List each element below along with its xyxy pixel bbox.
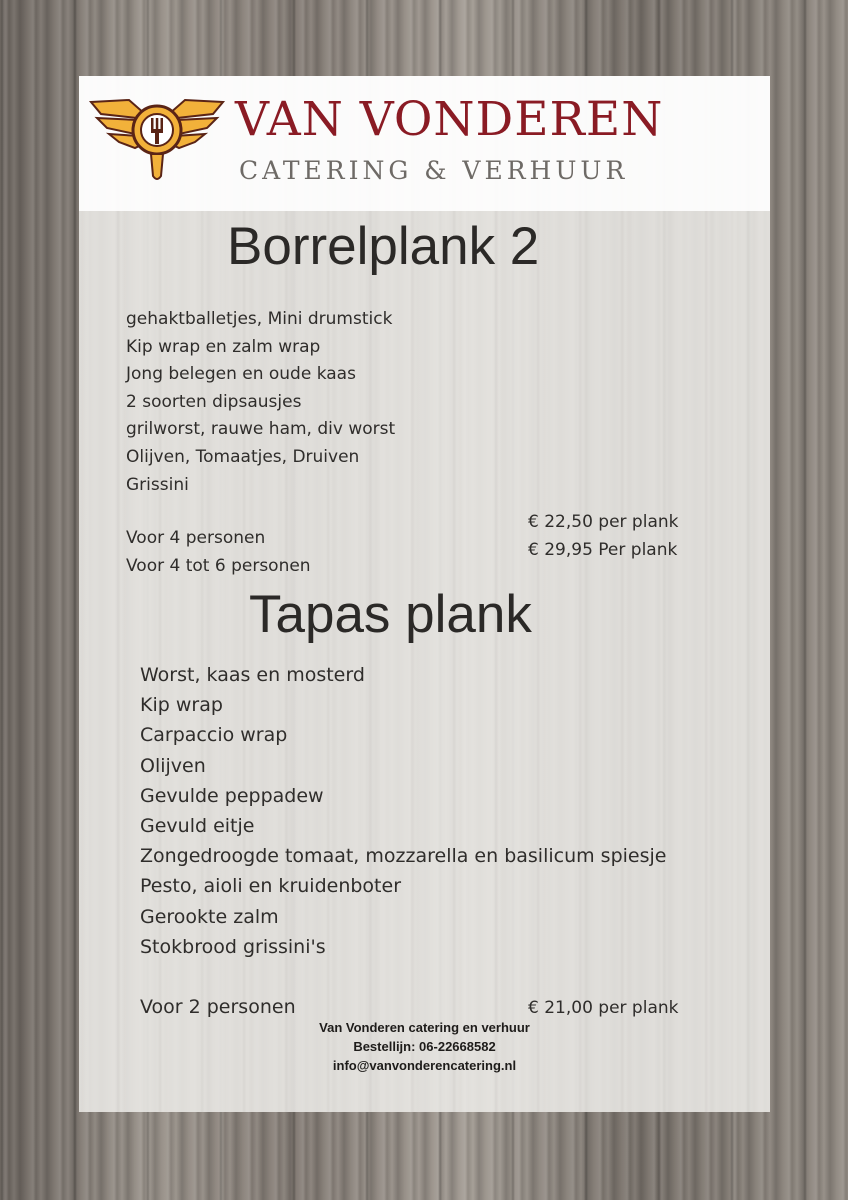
borrelplank-option2-people: Voor 4 tot 6 personen (126, 556, 311, 576)
borrelplank-option1-price: € 22,50 per plank (528, 512, 679, 532)
borrelplank-option1-people: Voor 4 personen (126, 528, 266, 548)
list-item: Worst, kaas en mosterd (140, 664, 365, 686)
winged-fork-icon (87, 84, 227, 189)
brand-subtitle: CATERING & VERHUUR (239, 156, 629, 185)
list-item: Gevuld eitje (140, 814, 255, 837)
list-item: Olijven (140, 754, 206, 777)
footer-company: Van Vonderen catering en verhuur (319, 1020, 530, 1035)
tapas-option-people: Voor 2 personen (140, 996, 296, 1018)
list-item: Carpaccio wrap (140, 724, 288, 747)
tapas-option-price: € 21,00 per plank (528, 998, 679, 1018)
contact-footer (79, 1018, 770, 1075)
list-item: 2 soorten dipsausjes (126, 391, 302, 412)
tapas-items (140, 660, 666, 962)
list-item: Gevulde peppadew (140, 784, 324, 807)
tapas-title: Tapas plank (249, 585, 532, 644)
logo-banner (79, 76, 770, 211)
list-item: Jong belegen en oude kaas (126, 364, 356, 385)
list-item: grilworst, rauwe ham, div worst (126, 419, 396, 440)
footer-phone: Bestellijn: 06-22668582 (353, 1039, 496, 1054)
list-item: Grissini (126, 474, 189, 495)
list-item: Stokbrood grissini's (140, 935, 326, 958)
borrelplank-title: Borrelplank 2 (227, 217, 540, 276)
list-item: Gerookte zalm (140, 905, 279, 928)
list-item: gehaktballetjes, Mini drumstick (126, 309, 393, 329)
list-item: Kip wrap en zalm wrap (126, 336, 321, 357)
list-item: Olijven, Tomaatjes, Druiven (126, 446, 360, 467)
brand-name: VAN VONDEREN (235, 92, 664, 147)
footer-email[interactable]: info@vanvonderencatering.nl (332, 1058, 517, 1073)
list-item: Kip wrap (140, 694, 223, 717)
list-item: Zongedroogde tomaat, mozzarella en basilicum spiesje (140, 845, 667, 868)
borrelplank-items (126, 306, 395, 499)
borrelplank-option2-price: € 29,95 Per plank (528, 540, 678, 560)
menu-board (79, 76, 770, 1112)
list-item: Pesto, aioli en kruidenboter (140, 875, 401, 898)
